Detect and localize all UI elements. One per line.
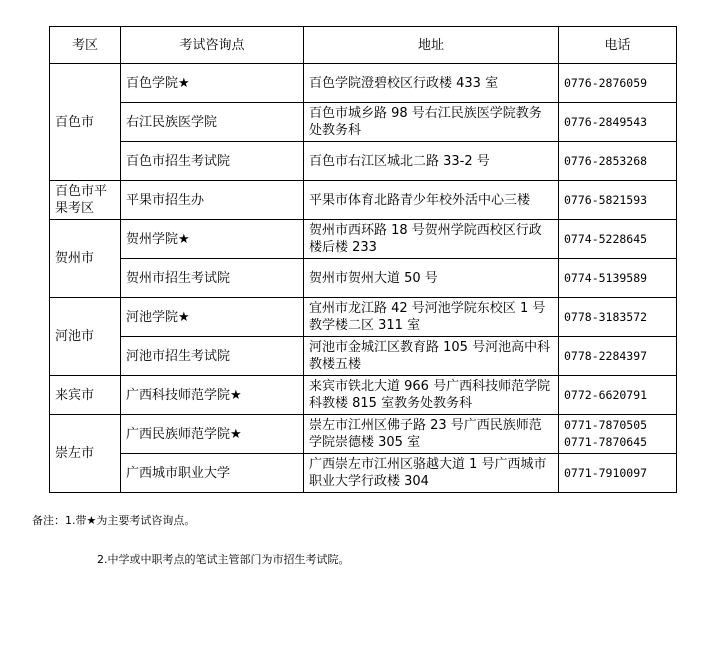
table-body (50, 64, 677, 493)
phone-number: 0772-6620791 (564, 387, 648, 402)
region-cell: 河池市 (50, 298, 121, 376)
phone-number: 0771-7910097 (564, 465, 648, 480)
exam-consultation-table (49, 26, 677, 493)
phone-number: 0776-2853268 (564, 153, 648, 168)
table-row (50, 298, 677, 337)
phone-number: 0776-5821593 (564, 192, 648, 207)
header-consult-point: 考试咨询点 (121, 27, 304, 64)
address-cell: 来宾市铁北大道 966 号广西科技师范学院科教楼 815 室教务处教务科 (304, 376, 559, 415)
region-cell: 崇左市 (50, 415, 121, 493)
phone-number: 0778-2284397 (564, 348, 648, 363)
table-row (50, 64, 677, 103)
address-cell: 河池市金城江区教育路 105 号河池高中科教楼五楼 (304, 337, 559, 376)
table-row (50, 220, 677, 259)
phone-number: 0776-2849543 (564, 114, 648, 129)
phone-cell (559, 415, 677, 454)
phone-cell (559, 103, 677, 142)
header-address: 地址 (304, 27, 559, 64)
consult-point-cell: 河池学院★ (121, 298, 304, 337)
header-phone: 电话 (559, 27, 677, 64)
address-cell: 平果市体育北路青少年校外活中心三楼 (304, 181, 559, 220)
phone-number: 0774-5228645 (564, 231, 648, 246)
address-cell: 百色市右江区城北二路 33-2 号 (304, 142, 559, 181)
consult-point-cell: 贺州学院★ (121, 220, 304, 259)
region-cell: 来宾市 (50, 376, 121, 415)
table-row (50, 181, 677, 220)
phone-number: 0774-5139589 (564, 270, 648, 285)
note-2: 2.中学或中职考点的笔试主管部门为市招生考试院。 (97, 553, 350, 566)
phone-cell (559, 220, 677, 259)
region-cell: 百色市 (50, 64, 121, 181)
phone-cell (559, 376, 677, 415)
address-cell: 贺州市西环路 18 号贺州学院西校区行政楼后楼 233 (304, 220, 559, 259)
phone-number: 0776-2876059 (564, 75, 648, 90)
address-cell: 崇左市江州区佛子路 23 号广西民族师范学院崇德楼 305 室 (304, 415, 559, 454)
consult-point-cell: 河池市招生考试院 (121, 337, 304, 376)
consult-point-cell: 广西科技师范学院★ (121, 376, 304, 415)
consult-point-cell: 百色市招生考试院 (121, 142, 304, 181)
phone-cell (559, 298, 677, 337)
phone-cell (559, 337, 677, 376)
header-region: 考区 (50, 27, 121, 64)
address-cell: 百色学院澄碧校区行政楼 433 室 (304, 64, 559, 103)
table-row (50, 376, 677, 415)
consult-point-cell: 右江民族医学院 (121, 103, 304, 142)
region-cell: 百色市平果考区 (50, 181, 121, 220)
phone-number: 0771-7870645 (564, 435, 648, 449)
note-1: 备注：1.带★为主要考试咨询点。 (32, 514, 196, 527)
address-cell: 广西崇左市江州区骆越大道 1 号广西城市职业大学行政楼 304 (304, 454, 559, 493)
table-header-row (50, 27, 677, 64)
table-row (50, 415, 677, 454)
table-row (50, 103, 677, 142)
address-cell: 宜州市龙江路 42 号河池学院东校区 1 号教学楼二区 311 室 (304, 298, 559, 337)
phone-number: 0771-7870505 (564, 418, 648, 432)
table-row (50, 454, 677, 493)
consult-point-cell: 广西城市职业大学 (121, 454, 304, 493)
phone-cell (559, 181, 677, 220)
consult-point-cell: 百色学院★ (121, 64, 304, 103)
address-cell: 百色市城乡路 98 号右江民族医学院教务处教务科 (304, 103, 559, 142)
region-cell: 贺州市 (50, 220, 121, 298)
phone-cell (559, 64, 677, 103)
address-cell: 贺州市贺州大道 50 号 (304, 259, 559, 298)
consult-point-cell: 平果市招生办 (121, 181, 304, 220)
phone-cell (559, 142, 677, 181)
table-row (50, 337, 677, 376)
consult-point-cell: 贺州市招生考试院 (121, 259, 304, 298)
phone-cell (559, 259, 677, 298)
consult-point-cell: 广西民族师范学院★ (121, 415, 304, 454)
table-row (50, 142, 677, 181)
phone-cell (559, 454, 677, 493)
phone-number: 0778-3183572 (564, 309, 648, 324)
table-row (50, 259, 677, 298)
